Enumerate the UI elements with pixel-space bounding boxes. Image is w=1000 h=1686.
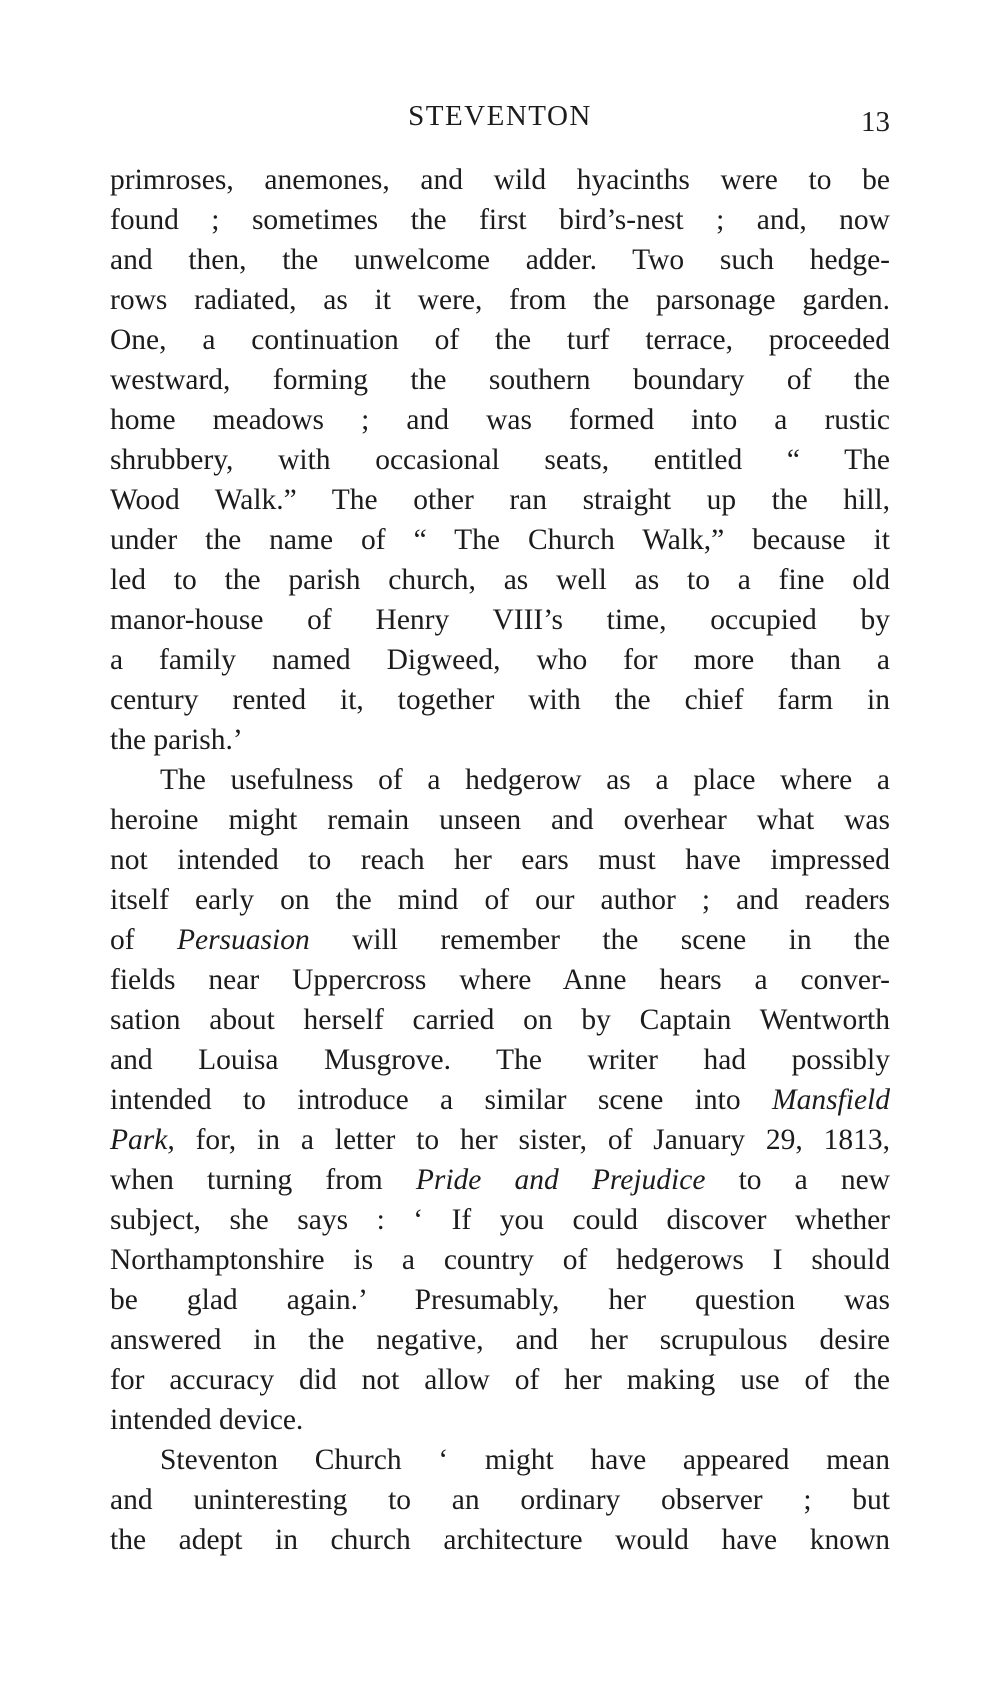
text-line: itself early on the mind of our author ; and readers — [110, 884, 890, 916]
text-line: the parish.’ — [110, 724, 243, 756]
book-title-pride-and-prejudice: Pride and Prejudice — [415, 1164, 706, 1196]
text-line: shrubbery, with occasional seats, entitled “ The — [110, 444, 890, 476]
text-line-pride — [110, 1160, 890, 1200]
text-line: and Louisa Musgrove. The writer had possibly — [110, 1044, 890, 1076]
book-title-mansfield: Mansfield — [772, 1084, 890, 1116]
text-line: Northamptonshire is a country of hedgerows I should — [110, 1244, 890, 1276]
text-line: Steventon Church ‘ might have appeared mean — [160, 1444, 890, 1476]
running-head — [110, 100, 890, 140]
text-line: primroses, anemones, and wild hyacinths were to be — [110, 164, 890, 196]
text-line: rows radiated, as it were, from the parsonage garden. — [110, 284, 890, 316]
text-run: intended to introduce a similar scene into — [110, 1084, 772, 1116]
text-line: One, a continuation of the turf terrace, proceeded — [110, 324, 890, 356]
text-run: of — [110, 924, 177, 956]
text-line: subject, she says : ‘ If you could discover whether — [110, 1204, 890, 1236]
text-line-mansfield-b — [110, 1120, 890, 1160]
book-title-persuasion: Persuasion — [176, 924, 310, 956]
text-line: for accuracy did not allow of her making use of the — [110, 1364, 890, 1396]
text-line: Wood Walk.” The other ran straight up the hill, — [110, 484, 890, 516]
text-line-mansfield-a — [110, 1080, 890, 1120]
text-line: sation about herself carried on by Captain Wentworth — [110, 1004, 890, 1036]
text-line: intended device. — [110, 1404, 304, 1436]
text-line: manor-house of Henry VIII’s time, occupied by — [110, 604, 890, 636]
text-line: heroine might remain unseen and overhear what was — [110, 804, 890, 836]
text-line: led to the parish church, as well as to a fine old — [110, 564, 890, 596]
text-line: found ; sometimes the first bird’s-nest ; and, now — [110, 204, 890, 236]
text-run: to a new — [705, 1164, 891, 1196]
text-run: when turning from — [110, 1164, 416, 1196]
text-line: The usefulness of a hedgerow as a place where a — [160, 764, 890, 796]
page-number: 13 — [861, 106, 890, 138]
text-line: not intended to reach her ears must have impressed — [110, 844, 890, 876]
text-line: the adept in church architecture would have known — [110, 1524, 890, 1556]
text-line: under the name of “ The Church Walk,” because it — [110, 524, 890, 556]
text-line: fields near Uppercross where Anne hears a conver- — [110, 964, 890, 996]
text-run: will remember the scene in the — [309, 924, 891, 956]
text-line: answered in the negative, and her scrupulous desire — [110, 1324, 890, 1356]
text-line-persuasion — [110, 920, 890, 960]
body-text — [110, 160, 890, 1560]
text-line: and uninteresting to an ordinary observer ; but — [110, 1484, 890, 1516]
text-run: for, in a letter to her sister, of January 29, 1813, — [174, 1124, 890, 1156]
text-line: and then, the unwelcome adder. Two such hedge- — [110, 244, 890, 276]
book-title-park: Park, — [110, 1124, 175, 1156]
text-line: a family named Digweed, who for more than a — [110, 644, 890, 676]
text-line: westward, forming the southern boundary of the — [110, 364, 890, 396]
text-line: home meadows ; and was formed into a rustic — [110, 404, 890, 436]
text-line: be glad again.’ Presumably, her question was — [110, 1284, 890, 1316]
running-title: STEVENTON — [408, 100, 592, 132]
text-line: century rented it, together with the chief farm in — [110, 684, 890, 716]
